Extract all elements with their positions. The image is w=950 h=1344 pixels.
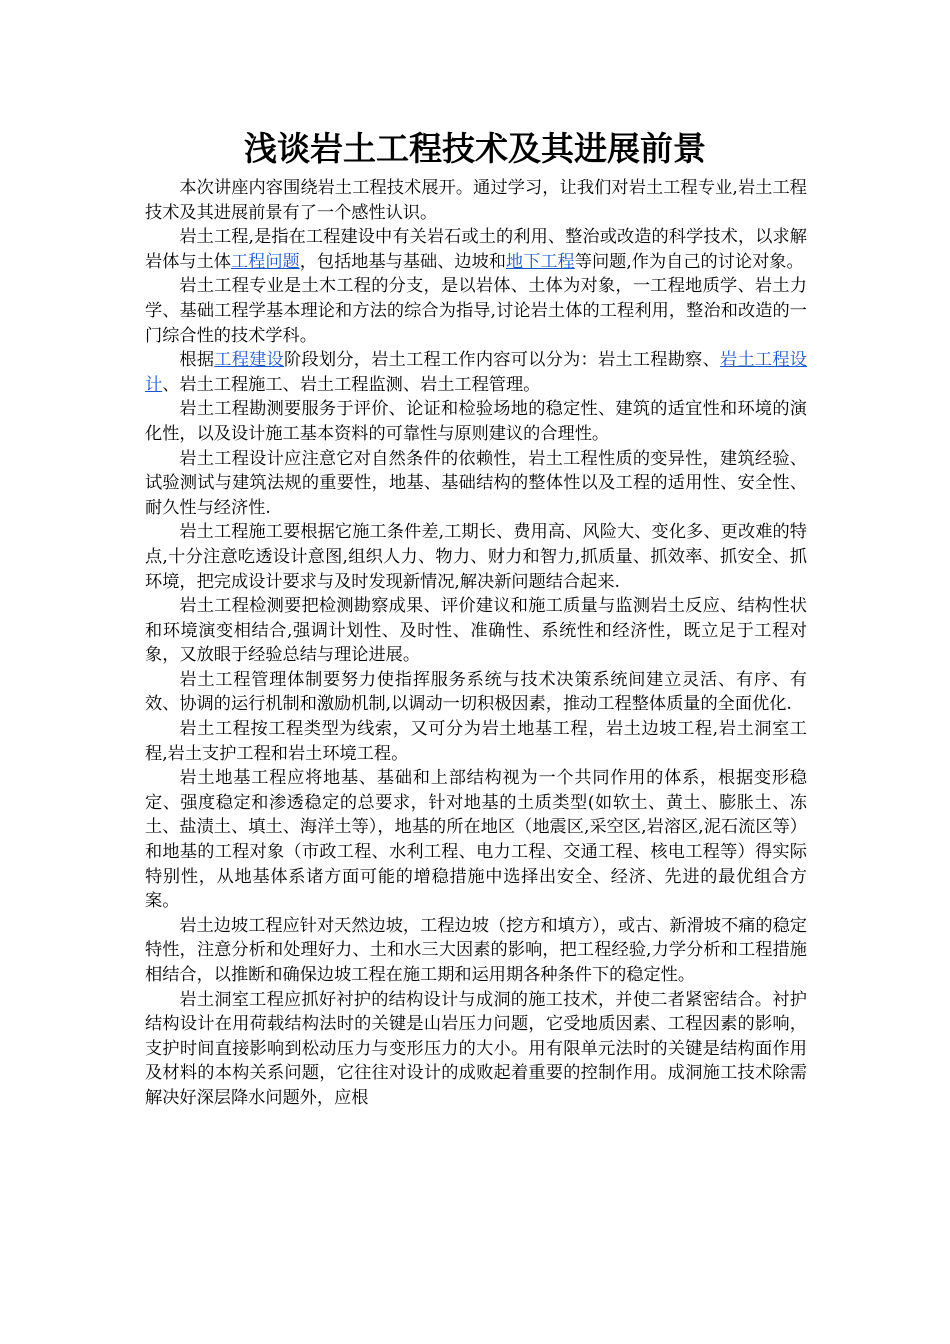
- paragraph: [145, 447, 807, 521]
- paragraph: [145, 594, 807, 668]
- paragraph-text: 岩土工程,是指在工程建设中有关岩石或土的利用、整治或改造的科学技术，以求解岩体与土体: [145, 227, 807, 272]
- paragraph: [145, 176, 807, 225]
- document-title: 浅谈岩土工程技术及其进展前景: [244, 129, 706, 168]
- paragraph: [145, 717, 807, 766]
- paragraph: [145, 766, 807, 914]
- document-body: [145, 176, 807, 1111]
- hyperlink[interactable]: 岩土工程设计: [145, 350, 807, 395]
- paragraph-text: 、岩土工程施工、岩土工程监测、岩土工程管理。: [162, 374, 541, 395]
- paragraph: [145, 274, 807, 348]
- paragraph-text: 岩土工程施工要根据它施工条件差,工期长、费用高、风险大、变化多、更改难的特点,十分注意吃透设计意图,组织人力、物力、财力和智力,抓质量、抓效率、抓安全、抓环境，把完成设计要求与及时发现新情况,解决新问题结合起来.: [145, 522, 807, 592]
- paragraph: [145, 988, 807, 1111]
- paragraph-text: 岩土工程按工程类型为线索，又可分为岩土地基工程，岩土边坡工程,岩土洞室工程,岩土支护工程和岩土环境工程。: [145, 719, 807, 764]
- hyperlink[interactable]: 工程建设: [214, 350, 285, 371]
- paragraph-text: 岩土地基工程应将地基、基础和上部结构视为一个共同作用的体系，根据变形稳定、强度稳定和渗透稳定的总要求，针对地基的土质类型(如软土、黄土、膨胀土、冻土、盐渍土、填土、海洋土等），地基的所在地区（地震区,采空区,岩溶区,泥石流区等）和地基的工程对象（市政工程、水利工程、电力工程、交通工程、核电工程等）得实际特别性，从地基体系诸方面可能的增稳措施中选择出安全、经济、先进的最优组合方案。: [145, 768, 807, 912]
- paragraph-text: 岩土工程管理体制要努力使指挥服务系统与技术决策系统间建立灵活、有序、有效、协调的运行机制和激励机制,以调动一切积极因素，推动工程整体质量的全面优化.: [145, 669, 807, 715]
- paragraph-text: 岩土工程专业是土木工程的分支，是以岩体、土体为对象，一工程地质学、岩土力学、基础工程学基本理论和方法的综合为指导,讨论岩土体的工程利用，整治和改造的一门综合性的技术学科。: [145, 276, 807, 346]
- paragraph: [145, 668, 807, 717]
- paragraph-text: 根据: [179, 350, 215, 371]
- paragraph-text: 本次讲座内容围绕岩土工程技术展开。通过学习，让我们对岩土工程专业,岩土工程技术及其进展前景有了一个感性认识。: [145, 178, 807, 223]
- hyperlink[interactable]: 地下工程: [505, 251, 575, 272]
- paragraph-text: 岩土边坡工程应针对天然边坡，工程边坡（挖方和填方），或古、新滑坡不痛的稳定特性，注意分析和处理好力、土和水三大因素的影响，把工程经验,力学分析和工程措施相结合，以推断和确保边坡工程在施工期和运用期各种条件下的稳定性。: [145, 915, 807, 985]
- paragraph: [145, 225, 807, 274]
- paragraph-text: 岩土洞室工程应抓好衬护的结构设计与成洞的施工技术，并使二者紧密结合。衬护结构设计在用荷载结构法时的关键是山岩压力问题，它受地质因素、工程因素的影响，支护时间直接影响到松动压力与变形压力的大小。用有限单元法时的关键是结构面作用及材料的本构关系问题，它往往对设计的成败起着重要的控制作用。成洞施工技术除需解决好深层降水问题外，应根: [145, 989, 807, 1108]
- paragraph-text: 等问题,作为自己的讨论对象。: [574, 251, 804, 272]
- paragraph: [145, 914, 807, 988]
- paragraph: [145, 348, 807, 397]
- paragraph: [145, 520, 807, 594]
- paragraph-text: 阶段划分，岩土工程工作内容可以分为：岩土工程勘察、: [284, 350, 721, 371]
- paragraph-text: 岩土工程检测要把检测勘察成果、评价建议和施工质量与监测岩土反应、结构性状和环境演变相结合,强调计划性、及时性、准确性、系统性和经济性，既立足于工程对象，又放眼于经验总结与理论进展。: [145, 596, 807, 666]
- paragraph: [145, 397, 807, 446]
- paragraph-text: ，包括地基与基础、边坡和: [299, 251, 506, 272]
- paragraph-text: 岩土工程设计应注意它对自然条件的依赖性，岩土工程性质的变异性，建筑经验、试验测试与建筑法规的重要性，地基、基础结构的整体性以及工程的适用性、安全性、耐久性与经济性.: [145, 448, 807, 518]
- hyperlink[interactable]: 工程问题: [230, 251, 300, 272]
- paragraph-text: 岩土工程勘测要服务于评价、论证和检验场地的稳定性、建筑的适宜性和环境的演化性，以及设计施工基本资料的可靠性与原则建议的合理性。: [145, 399, 807, 444]
